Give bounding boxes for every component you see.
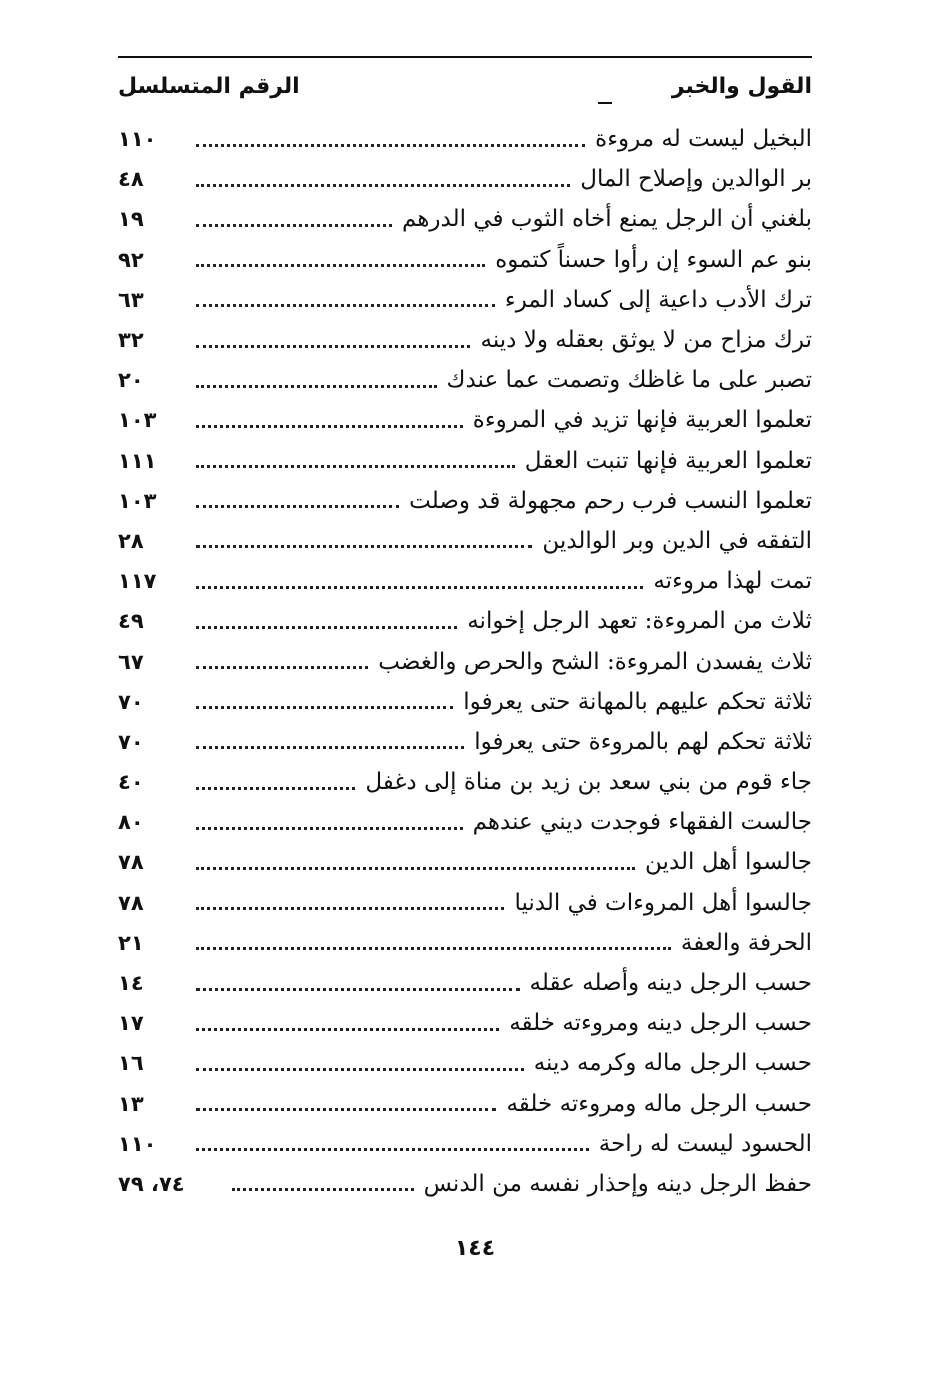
entry-number: ٧٨ [118, 890, 144, 915]
dot-leader [196, 505, 399, 508]
index-entry-row [118, 601, 812, 641]
dot-leader [196, 144, 585, 147]
dot-leader [196, 787, 355, 790]
entry-number: ٧٨ [118, 850, 144, 875]
index-list [118, 119, 812, 1204]
entry-phrase: تعلموا العربية فإنها تنبت العقل [524, 447, 812, 474]
index-entry-row [118, 883, 812, 923]
index-entry-row [118, 682, 812, 722]
index-entry-row [118, 481, 812, 521]
entry-number: ١٠٣ [118, 408, 157, 433]
entry-number: ١١٠ [118, 1131, 157, 1156]
index-entry-row [118, 119, 812, 159]
entry-phrase: ثلاثة تحكم لهم بالمروءة حتى يعرفوا [474, 728, 812, 755]
header-underline-mark [598, 102, 612, 104]
entry-number: ٧٠ [118, 729, 144, 754]
dot-leader [232, 1188, 414, 1191]
entry-phrase: حفظ الرجل دينه وإحذار نفسه من الدنس [423, 1170, 812, 1197]
entry-phrase: التفقه في الدين وبر الوالدين [542, 527, 812, 554]
entry-number: ٧٠ [118, 689, 144, 714]
dot-leader [196, 1108, 496, 1111]
entry-number: ٨٠ [118, 810, 144, 835]
dot-leader [196, 385, 437, 388]
index-entry-row [118, 762, 812, 802]
dot-leader [196, 465, 515, 468]
header-title: القول والخبر [671, 73, 812, 99]
entry-phrase: جالسوا أهل الدين [645, 849, 812, 876]
entry-number: ١١٧ [118, 569, 157, 594]
dot-leader [196, 1028, 499, 1031]
entry-phrase: الحسود ليست له راحة [598, 1130, 812, 1157]
entry-number: ١٠٣ [118, 488, 157, 513]
index-entry-row [118, 441, 812, 481]
entry-phrase: حسب الرجل ماله وكرمه دينه [533, 1050, 812, 1077]
header-rule [118, 56, 812, 58]
entry-number: ٢٠ [118, 368, 144, 393]
dot-leader [196, 1068, 524, 1071]
dot-leader [196, 345, 470, 348]
dot-leader [196, 545, 532, 548]
entry-phrase: حسب الرجل ماله ومروءته خلقه [506, 1090, 812, 1117]
index-entry-row [118, 1043, 812, 1083]
index-entry-row [118, 561, 812, 601]
index-entry-row [118, 159, 812, 199]
index-entry-row [118, 280, 812, 320]
entry-phrase: بنو عم السوء إن رأوا حسناً كتموه [495, 246, 812, 273]
entry-number: ١٧ [118, 1011, 144, 1036]
page-number: ١٤٤ [454, 1236, 496, 1261]
entry-number: ٩٢ [118, 247, 144, 272]
entry-phrase: البخيل ليست له مروءة [595, 126, 812, 153]
index-entry-row [118, 842, 812, 882]
entry-phrase: تصبر على ما غاظك وتصمت عما عندك [446, 367, 812, 394]
entry-number: ٦٧ [118, 649, 144, 674]
entry-phrase: جاء قوم من بني سعد بن زيد بن مناة إلى دغفل [365, 769, 812, 796]
dot-leader [196, 586, 643, 589]
entry-phrase: حسب الرجل دينه ومروءته خلقه [509, 1010, 812, 1037]
header-column-label: الرقم المتسلسل [118, 73, 300, 99]
entry-phrase: بر الوالدين وإصلاح المال [580, 166, 812, 193]
entry-number: ٦٣ [118, 287, 144, 312]
entry-number: ١١٠ [118, 127, 157, 152]
dot-leader [196, 425, 463, 428]
dot-leader [196, 264, 485, 267]
index-entry-row [118, 199, 812, 239]
index-entry-row [118, 320, 812, 360]
entry-phrase: ثلاثة تحكم عليهم بالمهانة حتى يعرفوا [463, 688, 812, 715]
dot-leader [196, 666, 368, 669]
index-entry-row [118, 360, 812, 400]
entry-number: ٢١ [118, 930, 144, 955]
entry-number: ٢٨ [118, 528, 144, 553]
dot-leader [196, 184, 570, 187]
entry-phrase: بلغني أن الرجل يمنع أخاه الثوب في الدرهم [401, 206, 812, 233]
index-entry-row [118, 963, 812, 1003]
entry-phrase: ثلاث من المروءة: تعهد الرجل إخوانه [467, 608, 812, 635]
entry-phrase: ثلاث يفسدن المروءة: الشح والحرص والغضب [378, 648, 812, 675]
dot-leader [196, 626, 457, 629]
index-entry-row [118, 1164, 812, 1204]
dot-leader [196, 988, 520, 991]
index-entry-row [118, 1124, 812, 1164]
entry-phrase: ترك مزاح من لا يوثق بعقله ولا دينه [480, 327, 812, 354]
dot-leader [196, 947, 671, 950]
entry-number: ١٩ [118, 207, 144, 232]
entry-number: ٣٢ [118, 328, 144, 353]
index-entry-row [118, 240, 812, 280]
entry-phrase: ترك الأدب داعية إلى كساد المرء [504, 286, 812, 313]
entry-number: ١٦ [118, 1051, 144, 1076]
dot-leader [196, 304, 495, 307]
index-entry-row [118, 641, 812, 681]
entry-number: ١٤ [118, 971, 144, 996]
entry-number: ١١١ [118, 448, 157, 473]
dot-leader [196, 827, 463, 830]
entry-phrase: تعلموا العربية فإنها تزيد في المروءة [472, 407, 812, 434]
index-entry-row [118, 1003, 812, 1043]
entry-number: ٤٠ [118, 770, 144, 795]
entry-number: ٧٤، ٧٩ [118, 1171, 185, 1196]
entry-phrase: تمت لهذا مروءته [653, 568, 812, 595]
dot-leader [196, 867, 635, 870]
index-entry-row [118, 400, 812, 440]
dot-leader [196, 1148, 589, 1151]
entry-phrase: جالست الفقهاء فوجدت ديني عندهم [472, 809, 812, 836]
entry-number: ٤٩ [118, 609, 144, 634]
dot-leader [196, 907, 504, 910]
dot-leader [196, 224, 392, 227]
entry-phrase: تعلموا النسب فرب رحم مجهولة قد وصلت [409, 487, 812, 514]
page-header [118, 66, 812, 106]
index-entry-row [118, 802, 812, 842]
index-entry-row [118, 521, 812, 561]
entry-phrase: الحرفة والعفة [680, 929, 812, 956]
entry-phrase: جالسوا أهل المروءات في الدنيا [514, 889, 812, 916]
dot-leader [196, 706, 453, 709]
dot-leader [196, 746, 464, 749]
entry-number: ٤٨ [118, 167, 144, 192]
entry-phrase: حسب الرجل دينه وأصله عقله [529, 970, 812, 997]
index-entry-row [118, 1084, 812, 1124]
entry-number: ١٣ [118, 1091, 144, 1116]
index-entry-row [118, 722, 812, 762]
index-entry-row [118, 923, 812, 963]
